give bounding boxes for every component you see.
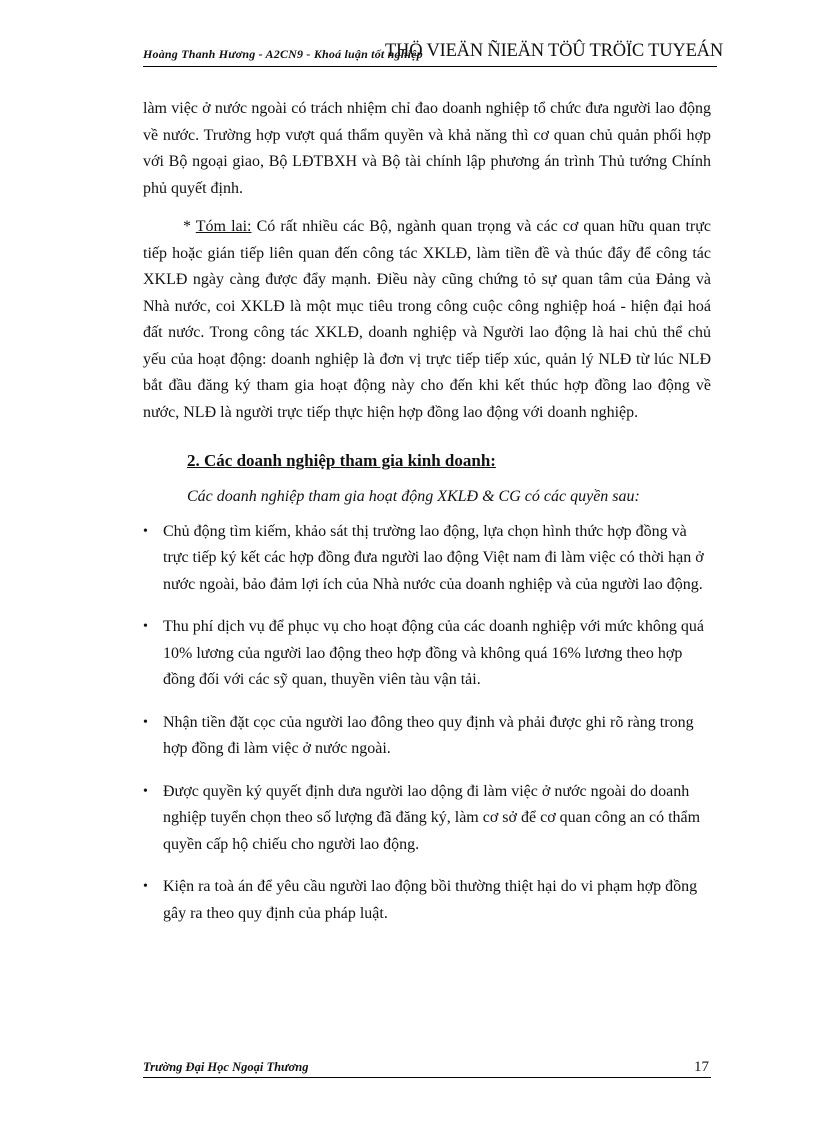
footer-school-name: Trường Đại Học Ngoại Thương xyxy=(143,1060,309,1074)
list-item xyxy=(143,874,711,927)
bullet-icon: • xyxy=(143,714,148,730)
list-item-text: Thu phí dịch vụ để phục vụ cho hoạt động của các doanh nghiệp với mức không quá 10% lương của người lao động theo hợp đồng và không quá 16% lương theo hợp đồng đối với các sỹ quan, thuyền viên tàu vận tải. xyxy=(163,618,704,688)
summary-text: Có rất nhiều các Bộ, ngành quan trọng và các cơ quan hữu quan trực tiếp hoặc gián tiếp liên quan đến công tác XKLĐ, làm tiền đề và thúc đẩy để công tác XKLĐ ngày càng được đẩy mạnh. Điều này cũng chứng tỏ sự quan tâm của Đảng và Nhà nước, coi XKLĐ là một mục tiêu trong công cuộc công nghiệp hoá - hiện đại hoá đất nước. Trong công tác XKLĐ, doanh nghiệp và Người lao động là hai chủ thể chủ yếu của hoạt động: doanh nghiệp là đơn vị trực tiếp tiếp xúc, quản lý NLĐ từ lúc NLĐ bắt đầu đăng ký tham gia hoạt động này cho đến khi kết thúc hợp đồng lao động về nước, NLĐ là người trực tiếp thực hiện hợp đồng lao động với doanh nghiệp. xyxy=(143,218,712,421)
paragraph-continuation: làm việc ở nước ngoài có trách nhiệm chỉ đao doanh nghiệp tổ chức đưa người lao động về nước. Trường hợp vượt quá thẩm quyền và khả năng thì cơ quan chủ quản phối hợp với Bộ ngoại giao, Bộ LĐTBXH và Bộ tài chính lập phương án trình Thủ tướng Chính phủ quyết định. xyxy=(143,100,711,197)
bullet-icon: • xyxy=(143,783,148,799)
summary-label: Tóm lai: xyxy=(195,218,252,235)
list-item-text: Kiện ra toà án để yêu cầu người lao động bồi thường thiệt hại do vi phạm hợp đồng gây ra theo quy định của pháp luật. xyxy=(163,878,698,922)
paragraph-summary xyxy=(143,214,711,426)
list-item xyxy=(143,614,711,694)
list-item-text: Chủ động tìm kiếm, khảo sát thị trường lao động, lựa chọn hình thức hợp đồng và trực tiếp ký kết các hợp đồng đưa người lao động Việt nam đi làm việc có thời hạn ở nước ngoài, bảo đảm lợi ích của Nhà nước của doanh nghiệp và của người lao động. xyxy=(163,522,704,593)
summary-asterisk: * xyxy=(183,218,196,235)
bullet-icon: • xyxy=(143,523,148,539)
header-author-title: Hoàng Thanh Hương - A2CN9 - Khoá luận tốt nghiệp xyxy=(143,47,423,61)
page-content xyxy=(143,96,711,943)
list-item-text: Nhận tiền đặt cọc của người lao đông theo quy định và phải được ghi rõ ràng trong hợp đồng đi làm việc ở nước ngoài. xyxy=(163,713,694,757)
rights-list xyxy=(143,519,711,928)
bullet-icon: • xyxy=(143,619,148,634)
page-number: 17 xyxy=(694,1059,709,1075)
page-footer xyxy=(143,1057,711,1078)
list-item xyxy=(143,519,711,599)
list-item-text: Được quyền ký quyết định dưa người lao dộng đi làm việc ở nước ngoài do doanh nghiệp tuyển chọn theo số lượng đã đăng ký, làm cơ sở để cơ quan công an có thẩm quyền cấp hộ chiếu cho người lao động. xyxy=(163,782,701,853)
list-item xyxy=(143,779,711,859)
bullet-icon: • xyxy=(143,879,148,894)
header-library-banner: THÖ VIEÄN ÑIEÄN TÖÛ TRÖÏC TUYEÁN xyxy=(384,41,723,61)
page-header xyxy=(143,26,723,67)
section-heading: 2. Các doanh nghiệp tham gia kinh doanh: xyxy=(187,451,496,470)
list-item xyxy=(143,710,711,763)
section-intro: Các doanh nghiệp tham gia hoạt động XKLĐ & CG có các quyền sau: xyxy=(187,488,640,505)
